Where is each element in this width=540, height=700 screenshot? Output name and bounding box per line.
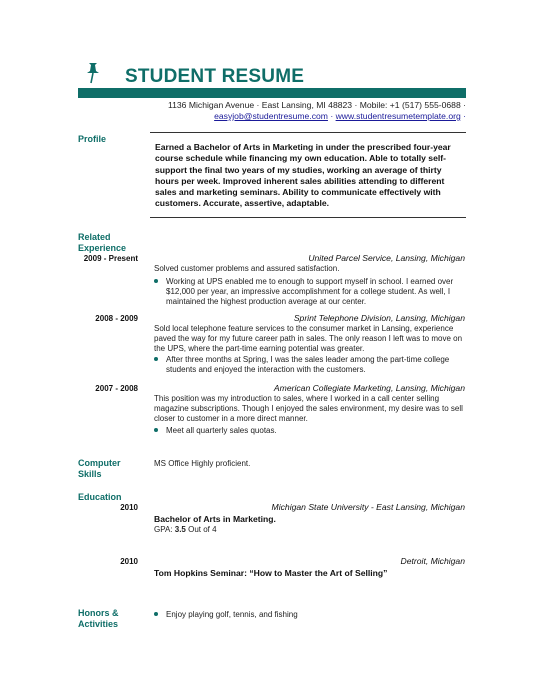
job-bullet: After three months at Spring, I was the sales leader among the part-time college students and enjoyed the interaction with the customers. bbox=[166, 355, 464, 375]
education-year: 2010 bbox=[120, 557, 138, 566]
education-degree: Tom Hopkins Seminar: “How to Master the Art of Selling” bbox=[154, 568, 388, 578]
education-degree: Bachelor of Arts in Marketing. bbox=[154, 514, 276, 524]
education-year: 2010 bbox=[120, 503, 138, 512]
job-dates: 2009 - Present bbox=[83, 254, 138, 263]
contact-address: 1136 Michigan Avenue · East Lansing, MI 48823 · Mobile: +1 (517) 555-0688 · bbox=[167, 100, 466, 110]
job-employer: Sprint Telephone Division, Lansing, Michigan bbox=[293, 313, 465, 323]
job-dates: 2008 - 2009 bbox=[95, 314, 138, 323]
profile-text: Earned a Bachelor of Arts in Marketing in under the prescribed four-year course schedule while financing my own education. Able to totally self-support the final two years of my studies, working an average of thirty hours per week. Improved inherent sales abilities attending to different sales and marketing seminars. Ability to communicate effectively with customers. Accurate, assertive, adaptable. bbox=[155, 142, 451, 209]
section-honors: Honors & Activities bbox=[78, 608, 119, 629]
divider bbox=[150, 132, 466, 133]
section-experience: Related Experience bbox=[78, 232, 127, 253]
job-employer: American Collegiate Marketing, Lansing, Michigan bbox=[273, 383, 465, 393]
divider bbox=[150, 217, 466, 218]
pushpin-icon bbox=[84, 62, 102, 84]
bullet-icon bbox=[154, 279, 158, 283]
job-dates: 2007 - 2008 bbox=[95, 384, 138, 393]
website-link[interactable]: www.studentresumetemplate.org bbox=[335, 111, 461, 121]
section-computer-skills: Computer Skills bbox=[78, 458, 121, 479]
job-bullet: Working at UPS enabled me to enough to support myself in school. I earned over $12,000 per year, an impressive accomplishment for a college student. As well, I maintained the highest production average at our center. bbox=[166, 277, 464, 308]
contact-links: easyjob@studentresume.com · www.studentresumetemplate.org · bbox=[214, 111, 466, 121]
section-education: Education bbox=[78, 492, 122, 502]
bullet-icon bbox=[154, 612, 158, 616]
bullet-icon bbox=[154, 428, 158, 432]
honors-bullet: Enjoy playing golf, tennis, and fishing bbox=[166, 610, 464, 620]
job-bullet: Meet all quarterly sales quotas. bbox=[166, 426, 464, 436]
job-employer: United Parcel Service, Lansing, Michigan bbox=[308, 253, 465, 263]
bullet-icon bbox=[154, 357, 158, 361]
header-bar bbox=[78, 88, 466, 98]
computer-skills-text: MS Office Highly proficient. bbox=[154, 459, 251, 468]
resume-title: STUDENT RESUME bbox=[125, 66, 305, 87]
job-description: Solved customer problems and assured satisfaction. bbox=[154, 264, 340, 273]
job-description: Sold local telephone feature services to the consumer market in Lansing, experience paved the way for my future career path in sales. The only reason I left was to move on the UPS, where the part-time earning potential was greater. bbox=[154, 324, 463, 354]
job-description: This position was my introduction to sales, where I worked in a call center selling magazine subscriptions. Though I enjoyed the sales environment, my desire was to sell closer to customer in a more direct manner. bbox=[154, 394, 463, 424]
email-link[interactable]: easyjob@studentresume.com bbox=[214, 111, 328, 121]
education-gpa: GPA: 3.5 Out of 4 bbox=[154, 525, 217, 534]
education-school: Michigan State University - East Lansing, Michigan bbox=[271, 502, 465, 512]
section-profile: Profile bbox=[78, 134, 107, 144]
education-school: Detroit, Michigan bbox=[400, 556, 465, 566]
